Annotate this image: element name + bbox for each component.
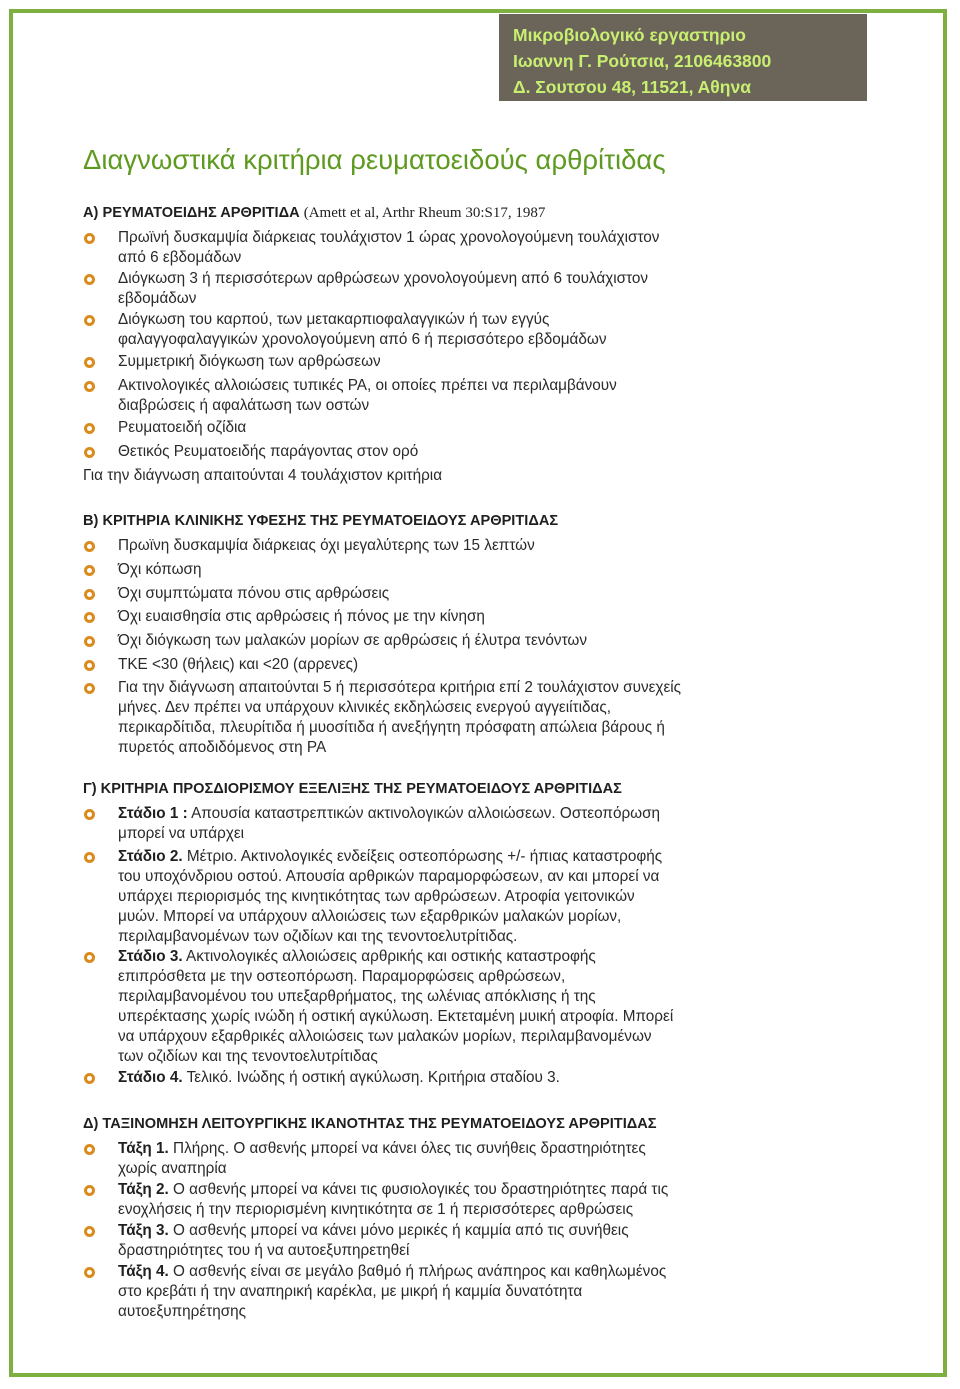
list-item: ΤΚΕ <30 (θήλεις) και <20 (αρρενες) — [118, 656, 359, 673]
bullet-icon — [84, 660, 95, 671]
list-item: Όχι κόπωση — [118, 561, 202, 578]
list-item: Για την διάγνωση απαιτούνται 5 ή περισσότερα κριτήρια επί 2 τουλάχιστον συνεχείς — [118, 679, 682, 696]
list-item-cont: περιλαμβανομένου του υπεξαρθρήματος, της ωλένιας απόκλισης ή της — [118, 988, 596, 1005]
lab-name: Μικροβιολογικό εργαστηριο — [513, 25, 746, 45]
list-item: Πρωϊνή δυσκαμψία διάρκειας τουλάχιστον 1 ώρας χρονολογούμενη τουλάχιστον — [118, 229, 660, 246]
list-item: Συμμετρική διόγκωση των αρθρώσεων — [118, 353, 381, 370]
list-item: Στάδιο 2. Μέτριο. Ακτινολογικές ενδείξεις οστεοπόρωσης +/- ήπιας καταστροφής — [118, 848, 663, 865]
bullet-icon — [84, 357, 95, 368]
list-item-cont: των οζιδίων και της τενοντοελυτρίτιδας — [118, 1048, 378, 1065]
bullet-icon — [84, 636, 95, 647]
list-item: Διόγκωση του καρπού, των μετακαρπιοφαλαγγικών ή των εγγύς — [118, 311, 550, 328]
bullet-icon — [84, 565, 95, 576]
bullet-icon — [84, 589, 95, 600]
list-item-cont: να υπάρχουν εξαρθρικές αλλοιώσεις των μαλακών μορίων, περιλαμβανομένων — [118, 1028, 652, 1045]
lab-address: Δ. Σουτσου 48, 11521, Αθηνα — [513, 77, 751, 97]
page-title: Διαγνωστικά κριτήρια ρευματοειδούς αρθρίτιδας — [83, 144, 666, 175]
list-item: Όχι ευαισθησία στις αρθρώσεις ή πόνος με την κίνηση — [118, 608, 485, 625]
list-item-cont: εβδομάδων — [118, 290, 197, 307]
bullet-icon — [84, 1185, 95, 1196]
list-item: Τάξη 4. Ο ασθενής είναι σε μεγάλο βαθμό ή πλήρως ανάπηρος και καθηλωμένος — [118, 1263, 667, 1280]
bullet-icon — [84, 423, 95, 434]
stage-1-label: Στάδιο 1 : — [118, 805, 188, 822]
class-1-label: Τάξη 1. — [118, 1140, 169, 1157]
bullet-icon — [84, 233, 95, 244]
list-item-cont: μυών. Μπορεί να υπάρχουν αλλοιώσεις των εξαρθρικών μαλακών μορίων, — [118, 908, 622, 925]
list-item: Θετικός Ρευματοειδής παράγοντας στον ορό — [118, 443, 419, 460]
list-item-cont: από 6 εβδομάδων — [118, 249, 242, 266]
stage-2-label: Στάδιο 2. — [118, 848, 183, 865]
list-item: Ρευματοειδή οζίδια — [118, 419, 247, 436]
list-item: Τάξη 3. Ο ασθενής μπορεί να κάνει μόνο μερικές ή καμμία από τις συνήθεις — [118, 1222, 629, 1239]
bullet-icon — [84, 683, 95, 694]
bullet-icon — [84, 274, 95, 285]
list-item-cont: του υποχόνδριου οστού. Απουσία αρθρικών παραμορφώσεων, αν και μπορεί να — [118, 868, 660, 885]
stage-4-label: Στάδιο 4. — [118, 1069, 183, 1086]
list-item: Πρωϊνη δυσκαμψία διάρκειας όχι μεγαλύτερης των 15 λεπτών — [118, 537, 535, 554]
bullet-icon — [84, 381, 95, 392]
list-item-cont: διαβρώσεις ή αφαλάτωση των οστών — [118, 397, 370, 414]
stage-3-label: Στάδιο 3. — [118, 948, 183, 965]
bullet-icon — [84, 1073, 95, 1084]
bullet-icon — [84, 1226, 95, 1237]
list-item-cont: περικαρδίτιδα, πλευρίτιδα ή μυοσίτιδα ή ανεξήγητη πρόσφατη απώλεια βάρους ή — [118, 719, 665, 736]
class-3-label: Τάξη 3. — [118, 1222, 169, 1239]
lab-header — [499, 14, 867, 101]
list-item-cont: επιπρόσθετα με την οστεοπόρωση. Παραμορφώσεις αρθρώσεων, — [118, 968, 566, 985]
list-item-cont: μπορεί να υπάρχει — [118, 825, 245, 842]
lab-contact: Ιωαννη Γ. Ρούτσια, 2106463800 — [513, 51, 772, 71]
section-d-heading: Δ) ΤΑΞΙΝΟΜΗΣΗ ΛΕΙΤΟΥΡΓΙΚΗΣ ΙΚΑΝΟΤΗΤΑΣ ΤΗΣ ΡΕΥΜΑΤΟΕΙΔΟΥΣ ΑΡΘΡΙΤΙΔΑΣ — [83, 1116, 657, 1132]
list-item-cont: ενοχλήσεις ή την περιορισμένη κινητικότητα σε 1 ή περισσότερες αρθρώσεις — [118, 1201, 634, 1218]
list-item: Στάδιο 3. Ακτινολογικές αλλοιώσεις αρθρικής και οστικής καταστροφής — [118, 948, 596, 965]
bullet-icon — [84, 1267, 95, 1278]
bullet-icon — [84, 852, 95, 863]
section-a-note: Για την διάγνωση απαιτούνται 4 τουλάχιστον κριτήρια — [83, 467, 443, 484]
list-item-cont: φαλαγγοφαλαγγικών χρονολογούμενη από 6 ή περισσότερο εβδομάδων — [118, 331, 607, 348]
bullet-icon — [84, 612, 95, 623]
bullet-icon — [84, 541, 95, 552]
bullet-icon — [84, 447, 95, 458]
bullet-icon — [84, 952, 95, 963]
list-item: Στάδιο 1 : Απουσία καταστρεπτικών ακτινολογικών αλλοιώσεων. Οστεοπόρωση — [118, 805, 661, 822]
section-a-citation: (Amett et al, Arthr Rheum 30:S17, 1987 — [303, 205, 546, 221]
bullet-icon — [84, 1144, 95, 1155]
list-item-cont: στο κρεβάτι ή την αναπηρική καρέκλα, με μικρή ή καμμία δυνατότητα — [118, 1283, 583, 1300]
list-item-cont: πυρετός αποδιδόμενος στη ΡΑ — [118, 739, 327, 756]
list-item: Όχι συμπτώματα πόνου στις αρθρώσεις — [118, 585, 390, 602]
list-item-cont: αυτοεξυπηρέτησης — [118, 1303, 247, 1320]
list-item: Διόγκωση 3 ή περισσότερων αρθρώσεων χρονολογούμενη από 6 τουλάχιστον — [118, 270, 649, 287]
list-item-cont: υπάρχει περιορισμός της κινητικότητας των αρθρώσεων. Ατροφία γειτονικών — [118, 888, 635, 905]
list-item-cont: περιλαμβανομένων των οζιδίων και της τενοντοελυτρίτιδας. — [118, 928, 518, 945]
list-item-cont: μήνες. Δεν πρέπει να υπάρχουν κλινικές εκδηλώσεις ενεργού αγγειίτιδας, — [118, 699, 611, 716]
list-item-cont: χωρίς αναπηρία — [118, 1160, 227, 1177]
section-a-heading: A) ΡΕΥΜΑΤΟΕΙΔΗΣ ΑΡΘΡΙΤΙΔΑ (Amett et al, Arthr Rheum 30:S17, 1987 — [83, 205, 546, 221]
list-item: Όχι διόγκωση των μαλακών μορίων σε αρθρώσεις ή έλυτρα τενόντων — [118, 632, 587, 649]
class-4-label: Τάξη 4. — [118, 1263, 169, 1280]
list-item-cont: δραστηριότητες του ή να αυτοεξυπηρετηθεί — [118, 1242, 410, 1259]
list-item: Τάξη 2. Ο ασθενής μπορεί να κάνει τις φυσιολογικές του δραστηριότητες παρά τις — [118, 1181, 669, 1198]
bullet-icon — [84, 809, 95, 820]
bullet-icon — [84, 315, 95, 326]
class-2-label: Τάξη 2. — [118, 1181, 169, 1198]
section-b-heading: B) ΚΡΙΤΗΡΙΑ ΚΛΙΝΙΚΗΣ ΥΦΕΣΗΣ ΤΗΣ ΡΕΥΜΑΤΟΕΙΔΟΥΣ ΑΡΘΡΙΤΙΔΑΣ — [83, 513, 559, 529]
section-c-heading: Γ) ΚΡΙΤΗΡΙΑ ΠΡΟΣΔΙΟΡΙΣΜΟΥ ΕΞΕΛΙΞΗΣ ΤΗΣ ΡΕΥΜΑΤΟΕΙΔΟΥΣ ΑΡΘΡΙΤΙΔΑΣ — [83, 781, 622, 797]
list-item-cont: υπερέκτασης χωρίς ινώδη ή οστική αγκύλωση. Εκτεταμένη μυική ατροφία. Μπορεί — [118, 1008, 674, 1025]
list-item: Στάδιο 4. Τελικό. Ινώδης ή οστική αγκύλωση. Κριτήρια σταδίου 3. — [118, 1069, 560, 1086]
list-item: Τάξη 1. Πλήρης. Ο ασθενής μπορεί να κάνει όλες τις συνήθεις δραστηριότητες — [118, 1140, 646, 1157]
list-item: Ακτινολογικές αλλοιώσεις τυπικές ΡΑ, οι οποίες πρέπει να περιλαμβάνουν — [118, 377, 617, 394]
